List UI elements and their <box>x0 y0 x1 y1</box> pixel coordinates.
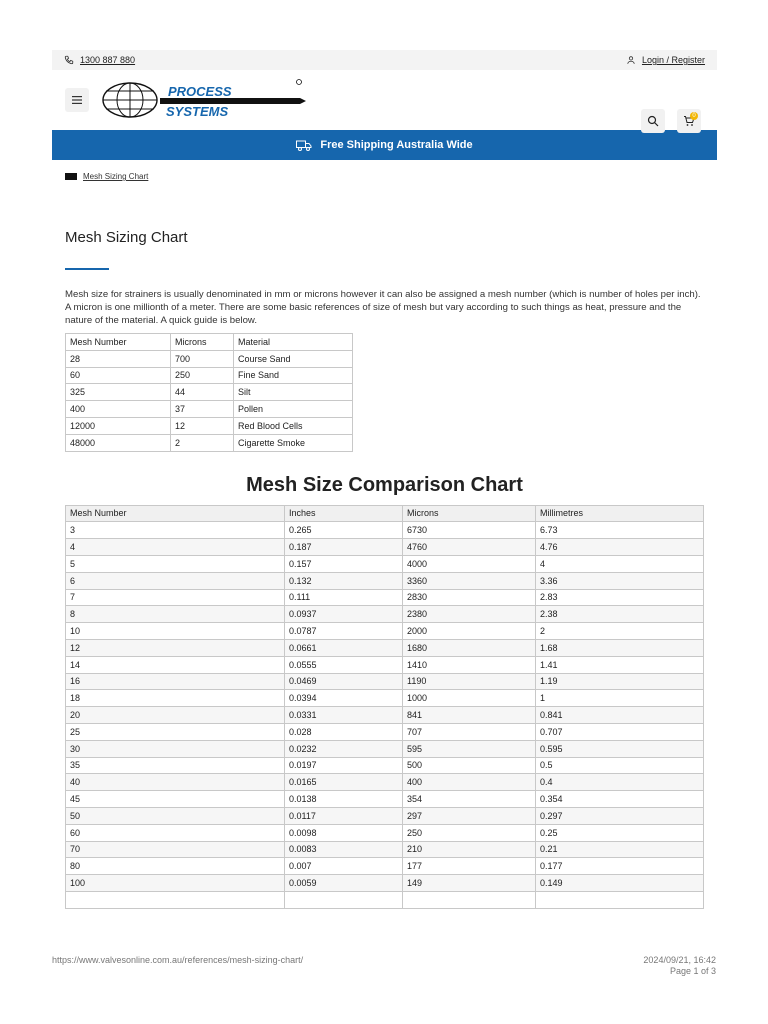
table-cell: 20 <box>66 707 285 724</box>
table-row <box>66 539 704 556</box>
table-row <box>66 807 704 824</box>
footer-datetime: 2024/09/21, 16:42 <box>643 955 716 965</box>
table-row <box>66 417 353 434</box>
table-cell: 2380 <box>403 606 536 623</box>
footer-url: https://www.valvesonline.com.au/references/mesh-sizing-chart/ <box>52 955 304 965</box>
table-cell: 0.007 <box>285 858 403 875</box>
table-cell: 1680 <box>403 639 536 656</box>
table-row <box>66 757 704 774</box>
table-cell: Pollen <box>234 401 353 418</box>
table-cell: 5 <box>66 555 285 572</box>
cart-button[interactable] <box>677 109 701 133</box>
table-cell: 50 <box>66 807 285 824</box>
table-cell: Course Sand <box>234 350 353 367</box>
table-cell: Fine Sand <box>234 367 353 384</box>
table-cell: 3.36 <box>536 572 704 589</box>
site-header <box>52 70 717 130</box>
table-cell: 3360 <box>403 572 536 589</box>
table-cell: 0.177 <box>536 858 704 875</box>
table-cell: 1.19 <box>536 673 704 690</box>
footer-meta <box>643 955 716 977</box>
phone-link[interactable] <box>64 55 135 65</box>
table-cell: 177 <box>403 858 536 875</box>
table-cell: 4.76 <box>536 539 704 556</box>
table-cell: 0.707 <box>536 723 704 740</box>
table-cell: 0.111 <box>285 589 403 606</box>
table-cell: 1190 <box>403 673 536 690</box>
page-description: Mesh size for strainers is usually denominated in mm or microns however it can also be assigned a mesh number (which is number of holes per inch). A micron is one millionth of a meter. There are some basic references of size of mesh but vary according to such things as heat, pressure and the nature of the material. A quick guide is below. <box>65 289 701 326</box>
table-cell: 8 <box>66 606 285 623</box>
table-cell: 80 <box>66 858 285 875</box>
table-cell: 595 <box>403 740 536 757</box>
table-cell: 12000 <box>66 417 171 434</box>
footer-page-number: Page 1 of 3 <box>669 966 716 976</box>
table-cell: 0.5 <box>536 757 704 774</box>
table-cell: 100 <box>66 875 285 892</box>
table-cell: 60 <box>66 367 171 384</box>
table-cell: 37 <box>171 401 234 418</box>
login-register-label: Login / Register <box>641 55 705 65</box>
table-cell: 10 <box>66 623 285 640</box>
table-cell: 2.83 <box>536 589 704 606</box>
table-cell: 0.0661 <box>285 639 403 656</box>
table-cell: 2 <box>171 434 234 451</box>
table-row <box>66 656 704 673</box>
column-header: Millimetres <box>536 505 704 522</box>
table-cell: 0.0138 <box>285 791 403 808</box>
table-cell <box>403 891 536 908</box>
column-header: Microns <box>171 334 234 351</box>
table-cell: 250 <box>403 824 536 841</box>
column-header: Material <box>234 334 353 351</box>
table-cell: 1000 <box>403 690 536 707</box>
phone-icon <box>64 55 74 65</box>
table-row <box>66 740 704 757</box>
table-cell: 0.0469 <box>285 673 403 690</box>
table-cell: 0.354 <box>536 791 704 808</box>
table-row <box>66 572 704 589</box>
table-cell: 400 <box>66 401 171 418</box>
table-cell: 14 <box>66 656 285 673</box>
table-row <box>66 841 704 858</box>
table-cell: Red Blood Cells <box>234 417 353 434</box>
table-cell: 35 <box>66 757 285 774</box>
table-row <box>66 875 704 892</box>
cart-count-badge: 0 <box>690 112 698 120</box>
table-cell: 210 <box>403 841 536 858</box>
shipping-banner-text: Free Shipping Australia Wide <box>320 139 473 151</box>
table-cell: 0.187 <box>285 539 403 556</box>
table-row <box>66 350 353 367</box>
user-icon <box>626 55 636 65</box>
home-icon[interactable] <box>65 173 77 180</box>
table-cell: 40 <box>66 774 285 791</box>
table-cell: 2 <box>536 623 704 640</box>
table-cell: 0.149 <box>536 875 704 892</box>
table-cell: 16 <box>66 673 285 690</box>
table-cell: 12 <box>66 639 285 656</box>
table-row <box>66 891 704 908</box>
table-cell: 0.0937 <box>285 606 403 623</box>
table-cell: 0.4 <box>536 774 704 791</box>
table-cell: 0.0059 <box>285 875 403 892</box>
table-row <box>66 774 704 791</box>
table-cell: 0.21 <box>536 841 704 858</box>
table-row <box>66 673 704 690</box>
table-row <box>66 690 704 707</box>
page-container <box>52 50 717 909</box>
menu-icon <box>72 96 82 104</box>
table-cell: 0.0197 <box>285 757 403 774</box>
table-cell: 48000 <box>66 434 171 451</box>
search-button[interactable] <box>641 109 665 133</box>
logo-text-systems: SYSTEMS <box>166 104 229 119</box>
table-cell: 707 <box>403 723 536 740</box>
table-cell: 500 <box>403 757 536 774</box>
table-cell: 250 <box>171 367 234 384</box>
table-cell: 2830 <box>403 589 536 606</box>
top-bar <box>52 50 717 70</box>
comparison-chart-title: Mesh Size Comparison Chart <box>246 473 523 496</box>
table-cell: 2.38 <box>536 606 704 623</box>
table-cell: 45 <box>66 791 285 808</box>
column-header: Microns <box>403 505 536 522</box>
table-cell: 0.0331 <box>285 707 403 724</box>
table-cell: 149 <box>403 875 536 892</box>
table-cell: 700 <box>171 350 234 367</box>
breadcrumb <box>52 172 717 181</box>
column-header: Mesh Number <box>66 334 171 351</box>
table-row <box>66 367 353 384</box>
table-cell: 30 <box>66 740 285 757</box>
table-cell: 4 <box>536 555 704 572</box>
table-cell: 297 <box>403 807 536 824</box>
table-cell: 0.0117 <box>285 807 403 824</box>
table-row <box>66 723 704 740</box>
quick-guide-table <box>65 333 353 452</box>
table-header-row <box>66 334 353 351</box>
table-cell: 0.595 <box>536 740 704 757</box>
table-cell: 60 <box>66 824 285 841</box>
comparison-table <box>65 505 704 909</box>
phone-number: 1300 887 880 <box>80 55 136 65</box>
page-title: Mesh Sizing Chart <box>65 229 188 246</box>
table-cell: 2000 <box>403 623 536 640</box>
table-cell: 3 <box>66 522 285 539</box>
table-cell: 4760 <box>403 539 536 556</box>
table-cell: 0.0165 <box>285 774 403 791</box>
table-cell: 18 <box>66 690 285 707</box>
table-cell: 4000 <box>403 555 536 572</box>
table-row <box>66 858 704 875</box>
table-row <box>66 623 704 640</box>
table-header-row <box>66 505 704 522</box>
table-cell: 0.028 <box>285 723 403 740</box>
table-cell: 0.265 <box>285 522 403 539</box>
truck-icon <box>296 139 312 151</box>
table-cell: 1.68 <box>536 639 704 656</box>
table-cell <box>66 891 285 908</box>
table-row <box>66 522 704 539</box>
table-cell: 354 <box>403 791 536 808</box>
column-header: Mesh Number <box>66 505 285 522</box>
table-cell: 1410 <box>403 656 536 673</box>
table-cell: 4 <box>66 539 285 556</box>
table-cell: 0.132 <box>285 572 403 589</box>
table-cell: 0.0083 <box>285 841 403 858</box>
table-cell: 7 <box>66 589 285 606</box>
table-cell: 0.157 <box>285 555 403 572</box>
table-cell: 0.297 <box>536 807 704 824</box>
table-cell: Cigarette Smoke <box>234 434 353 451</box>
table-row <box>66 434 353 451</box>
table-cell: 44 <box>171 384 234 401</box>
table-cell: 0.0232 <box>285 740 403 757</box>
table-cell: 0.0394 <box>285 690 403 707</box>
site-logo[interactable] <box>100 78 310 122</box>
table-cell: 0.25 <box>536 824 704 841</box>
table-row <box>66 401 353 418</box>
table-cell: 6.73 <box>536 522 704 539</box>
table-cell <box>285 891 403 908</box>
table-row <box>66 384 353 401</box>
table-cell: 6730 <box>403 522 536 539</box>
breadcrumb-current[interactable]: Mesh Sizing Chart <box>83 172 149 181</box>
table-row <box>66 555 704 572</box>
menu-button[interactable] <box>65 88 89 112</box>
table-cell: 12 <box>171 417 234 434</box>
logo-text-process: PROCESS <box>168 84 232 99</box>
table-cell: 6 <box>66 572 285 589</box>
search-icon <box>647 115 659 127</box>
table-cell: Silt <box>234 384 353 401</box>
table-cell: 1 <box>536 690 704 707</box>
table-row <box>66 589 704 606</box>
table-cell: 0.0787 <box>285 623 403 640</box>
table-cell: 28 <box>66 350 171 367</box>
column-header: Inches <box>285 505 403 522</box>
table-cell <box>536 891 704 908</box>
table-cell: 25 <box>66 723 285 740</box>
table-cell: 325 <box>66 384 171 401</box>
table-row <box>66 707 704 724</box>
table-row <box>66 791 704 808</box>
login-register-link[interactable] <box>626 55 705 65</box>
table-cell: 0.0098 <box>285 824 403 841</box>
table-row <box>66 824 704 841</box>
shipping-banner <box>52 130 717 160</box>
table-cell: 400 <box>403 774 536 791</box>
title-underline <box>65 268 109 270</box>
table-cell: 70 <box>66 841 285 858</box>
table-row <box>66 606 704 623</box>
table-cell: 841 <box>403 707 536 724</box>
table-cell: 1.41 <box>536 656 704 673</box>
table-cell: 0.841 <box>536 707 704 724</box>
table-cell: 0.0555 <box>285 656 403 673</box>
table-row <box>66 639 704 656</box>
